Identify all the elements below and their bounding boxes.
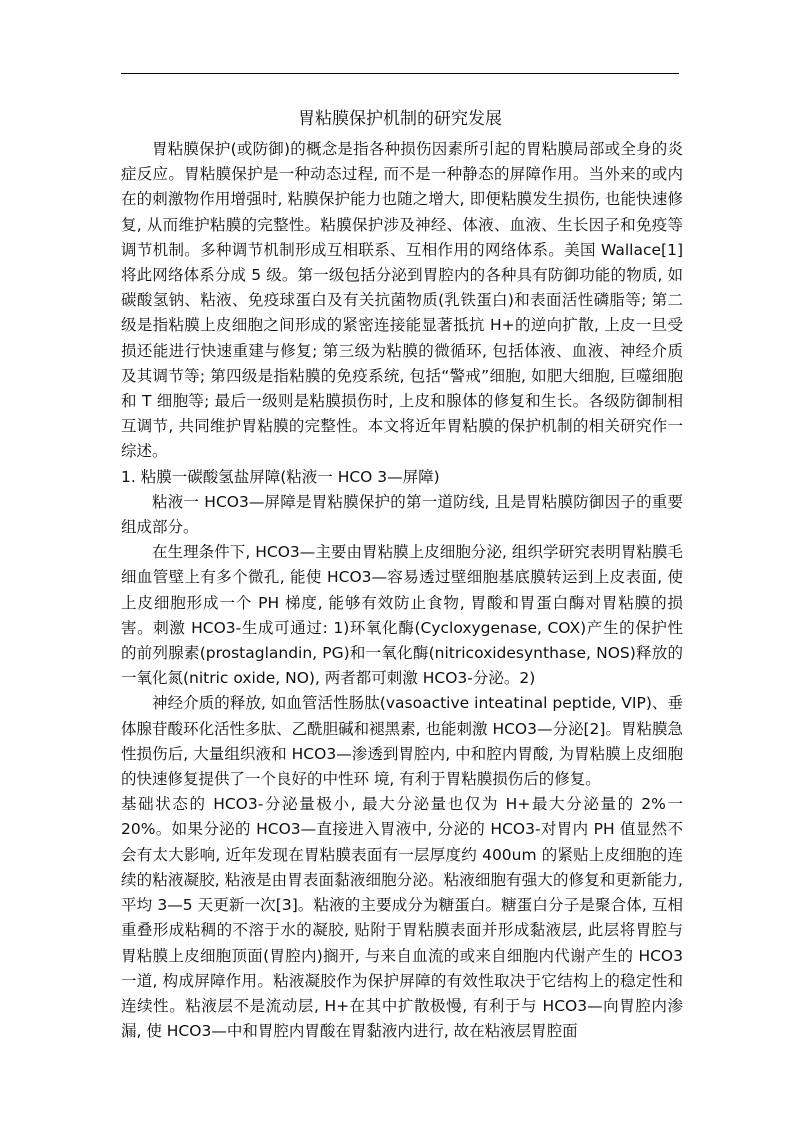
paragraph: 在生理条件下, HCO3—主要由胃粘膜上皮细胞分泌, 组织学研究表明胃粘膜毛细血管壁上有多个微孔, 能使 HCO3—容易透过壁细胞基底膜转运到上皮表面, 使上皮细胞形成一个 PH 梯度, 能够有效防止食物, 胃酸和胃蛋白酶对胃粘膜的损害。刺激 HCO3-生成可通过: 1)环氧化酶(Cycloxygenase, COX)产生的保护性的前列腺素(prostaglandin, PG)和一氧化酶(nitricoxidesynthase, NOS)释放的一氧化氮(nitric oxide, NO), 两者都可刺激 HCO3-分泌。2) xyxy=(121,543,683,688)
document-title: 胃粘膜保护机制的研究发展 xyxy=(298,109,502,129)
document-body xyxy=(121,137,683,1044)
paragraph-intro: 胃粘膜保护(或防御)的概念是指各种损伤因素所引起的胃粘膜局部或全身的炎症反应。胃粘膜保护是一种动态过程, 而不是一种静态的屏障作用。当外来的或内在的刺激物作用增强时, 粘膜保护能力也随之增大, 即便粘膜发生损伤, 也能快速修复, 从而维护粘膜的完整性。粘膜保护涉及神经、体液、血液、生长因子和免疫等调节机制。多种调节机制形成互相联系、互相作用的网络体系。美国 Wallace[1]将此网络体系分成 5 级。第一级包括分泌到胃腔内的各种具有防御功能的物质, 如碳酸氢钠、粘液、免疫球蛋白及有关抗菌物质(乳铁蛋白)和表面活性磷脂等; 第二级是指粘膜上皮细胞之间形成的紧密连接能显著抵抗 H+的逆向扩散, 上皮一旦受损还能进行快速重建与修复; 第三级为粘膜的微循环, 包括体液、血液、神经介质及其调节等; 第四级是指粘膜的免疫系统, 包括“警戒”细胞, 如肥大细胞, 巨噬细胞和 T 细胞等; 最后一级则是粘膜损伤时, 上皮和腺体的修复和生长。各级防御制相互调节, 共同维护胃粘膜的完整性。本文将近年胃粘膜的保护机制的相关研究作一综述。 xyxy=(121,140,683,461)
paragraph: 神经介质的释放, 如血管活性肠肽(vasoactive inteatinal peptide, VIP)、垂体腺苷酸环化活性多肽、乙酰胆碱和褪黑素, 也能刺激 HCO3—分泌[2]。胃粘膜急性损伤后, 大量组织液和 HCO3—渗透到胃腔内, 中和腔内胃酸, 为胃粘膜上皮细胞的快速修复提供了一个良好的中性环 境, 有利于胃粘膜损伤后的修复。 xyxy=(121,694,683,789)
header-rule xyxy=(121,73,679,74)
paragraph: 粘液一 HCO3—屏障是胃粘膜保护的第一道防线, 且是胃粘膜防御因子的重要组成部分。 xyxy=(121,492,683,537)
section-heading-1: 1. 粘膜一碳酸氢盐屏障(粘液一 HCO 3—屏障) xyxy=(121,467,440,486)
paragraph: 基础状态的 HCO3-分泌量极小, 最大分泌量也仅为 H+最大分泌量的 2%一 20%。如果分泌的 HCO3—直接进入胃液中, 分泌的 HCO3-对胃内 PH 值显然不会有太大影响, 近年发现在胃粘膜表面有一层厚度约 400um 的紧贴上皮细胞的连续的粘液凝胶, 粘液是由胃表面黏液细胞分泌。粘液细胞有强大的修复和更新能力, 平均 3—5 天更新一次[3]。粘液的主要成分为糖蛋白。糖蛋白分子是聚合体, 互相重叠形成粘稠的不溶于水的凝胶, 贴附于胃粘膜表面并形成黏液层, 此层将胃腔与胃粘膜上皮细胞顶面(胃腔内)搁开, 与来自血流的或来自细胞内代谢产生的 HCO3 一道, 构成屏障作用。粘液凝胶作为保护屏障的有效性取决于它结构上的稳定性和连续性。粘液层不是流动层, H+在其中扩散极慢, 有利于与 HCO3—向胃腔内渗漏, 使 HCO3—中和胃腔内胃酸在胃黏液内进行, 故在粘液层胃腔面 xyxy=(121,795,683,1041)
